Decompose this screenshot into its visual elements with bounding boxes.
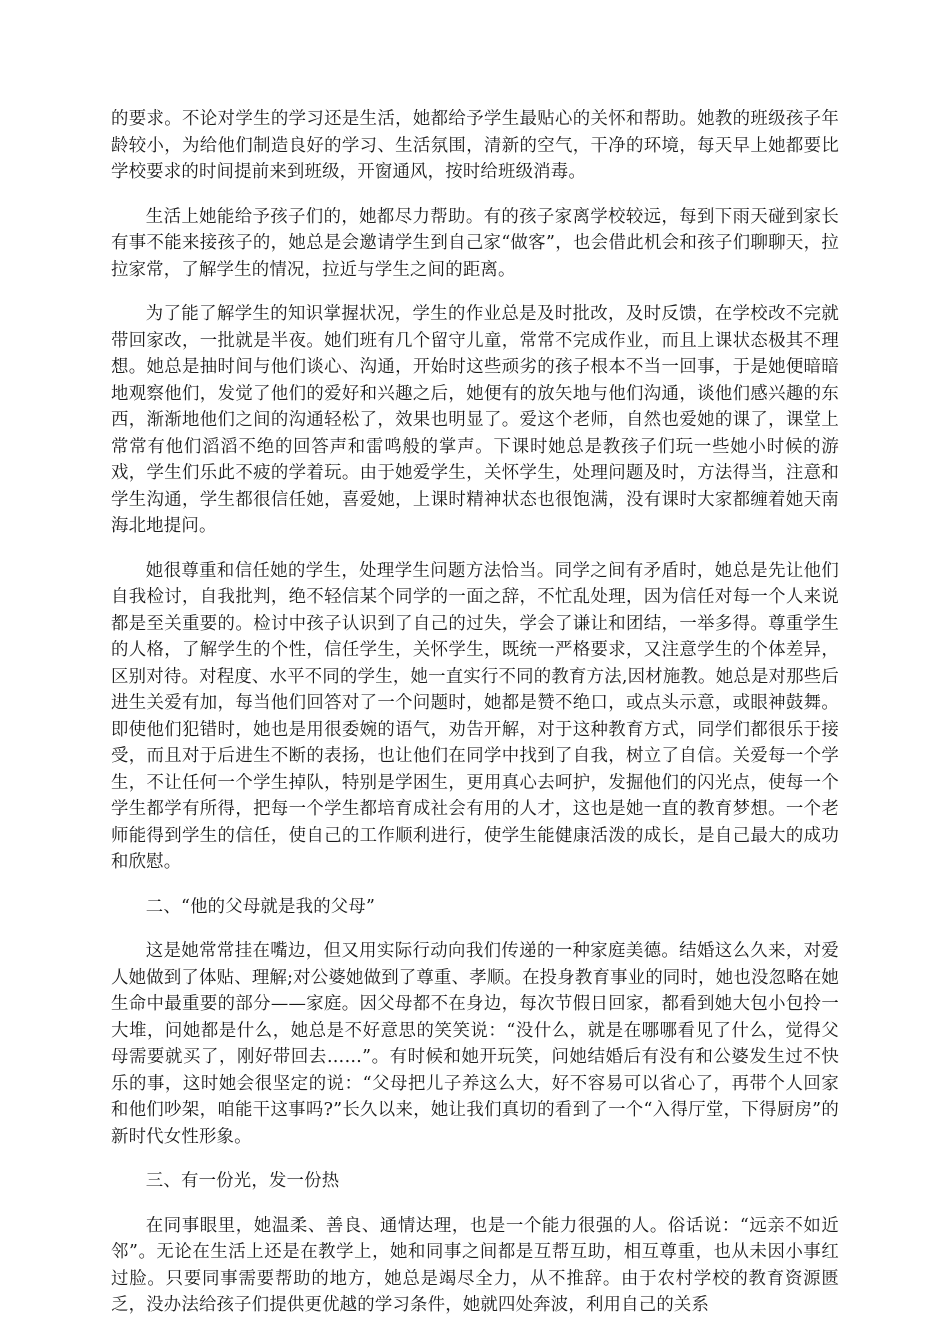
paragraph-3: 为了能了解学生的知识掌握状况，学生的作业总是及时批改，及时反馈，在学校改不完就带回家改，一批就是半夜。她们班有几个留守儿童，常常不完成作业，而且上课状态极其不理想。她总是抽时间与他们谈心、沟通，开始时这些顽劣的孩子根本不当一回事，于是她便暗暗地观察他们，发觉了他们的爱好和兴趣之后，她便有的放矢地与他们沟通，谈他们感兴趣的东西，渐渐地他们之间的沟通轻松了，效果也明显了。爱这个老师，自然也爱她的课了，课堂上常常有他们滔滔不绝的回答声和雷鸣般的掌声。下课时她总是教孩子们玩一些她小时候的游戏，学生们乐此不疲的学着玩。由于她爱学生，关怀学生，处理问题及时，方法得当，注意和学生沟通，学生都很信任她，喜爱她，上课时精神状态也很饱满，没有课时大家都缠着她天南海北地提问。 — [111, 304, 839, 536]
paragraph-5: 这是她常常挂在嘴边，但又用实际行动向我们传递的一种家庭美德。结婚这么久来，对爱人她做到了体贴、理解;对公婆她做到了尊重、孝顺。在投身教育事业的同时，她也没忽略在她生命中最重要的部分——家庭。因父母都不在身边，每次节假日回家，都看到她大包小包拎一大堆，问她都是什么，她总是不好意思的笑笑说：“没什么，就是在哪哪看见了什么，觉得父母需要就买了，刚好带回去……”。有时候和她开玩笑，问她结婚后有没有和公婆发生过不快乐的事，这时她会很坚定的说：“父母把儿子养这么大，好不容易可以省心了，再带个人回家和他们吵架，咱能干这事吗?”长久以来，她让我们真切的看到了一个“入得厅堂，下得厨房”的新时代女性形象。 — [111, 941, 839, 1147]
paragraph-1: 的要求。不论对学生的学习还是生活，她都给予学生最贴心的关怀和帮助。她教的班级孩子年龄较小，为给他们制造良好的学习、生活氛围，清新的空气，干净的环境，每天早上她都要比学校要求的时间提前来到班级，开窗通风，按时给班级消毒。 — [111, 109, 839, 182]
section-heading-2: 二、“他的父母就是我的父母” — [145, 896, 376, 917]
paragraph-6: 在同事眼里，她温柔、善良、通情达理，也是一个能力很强的人。俗话说：“远亲不如近邻”。无论在生活上还是在教学上，她和同事之间都是互帮互助，相互尊重，也从未因小事红过脸。只要同事需要帮助的地方，她总是竭尽全力，从不推辞。由于农村学校的教育资源匮乏，没办法给孩子们提供更优越的学习条件，她就四处奔波，利用自己的关系 — [111, 1215, 839, 1315]
paragraph-2: 生活上她能给予孩子们的，她都尽力帮助。有的孩子家离学校较远，每到下雨天碰到家长有事不能来接孩子的，她总是会邀请学生到自己家“做客”，也会借此机会和孩子们聊聊天，拉拉家常，了解学生的情况，拉近与学生之间的距离。 — [111, 206, 839, 280]
paragraph-4: 她很尊重和信任她的学生，处理学生问题方法恰当。同学之间有矛盾时，她总是先让他们自我检讨，自我批判，绝不轻信某个同学的一面之辞，不忙乱处理，因为信任对每一个人来说都是至关重要的。检讨中孩子认识到了自己的过失，学会了谦让和团结，一举多得。尊重学生的人格，了解学生的个性，信任学生，关怀学生，既统一严格要求，又注意学生的个体差异，区别对待。对程度、水平不同的学生，她一直实行不同的教育方法,因材施教。她总是对那些后进生关爱有加，每当他们回答对了一个问题时，她都是赞不绝口，或点头示意，或眼神鼓舞。即使他们犯错时，她也是用很委婉的语气，劝告开解，对于这种教育方式，同学们都很乐于接受，而且对于后进生不断的表扬，也让他们在同学中找到了自我，树立了自信。关爱每一个学生，不让任何一个学生掉队，特别是学困生，更用真心去呵护，发掘他们的闪光点，使每一个学生都学有所得，把每一个学生都培育成社会有用的人才，这也是她一直的教育梦想。一个老师能得到学生的信任，使自己的工作顺利进行，使学生能健康活泼的成长，是自己最大的成功和欣慰。 — [111, 560, 839, 872]
document-body — [111, 106, 839, 1337]
section-heading-3: 三、有一份光，发一份热 — [145, 1171, 340, 1191]
